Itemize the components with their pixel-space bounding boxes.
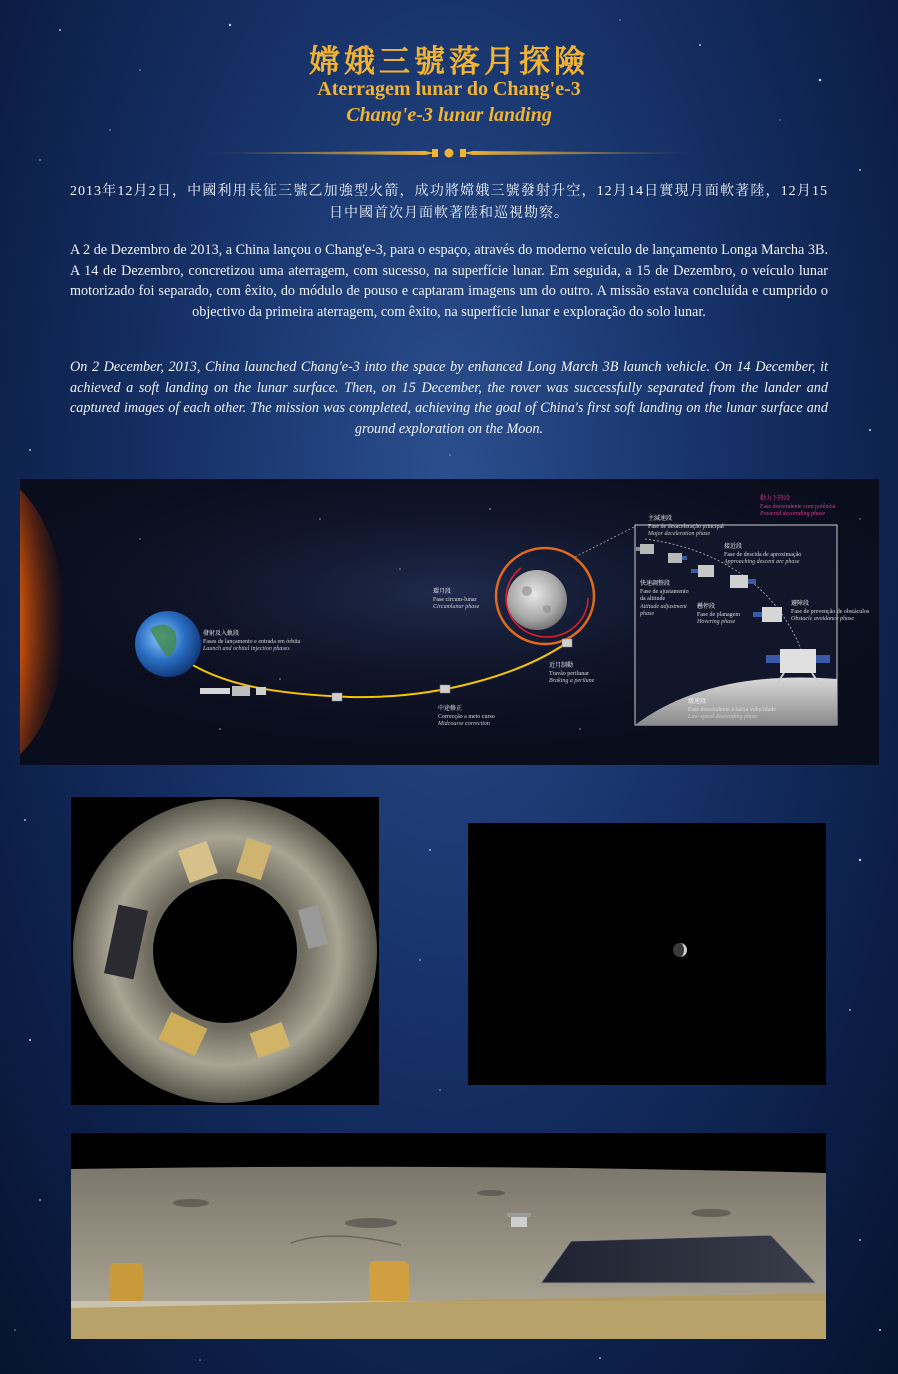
label-major-deceleration: 主減速段 Fase de desaceleração principal Major deceleration phase (648, 516, 724, 537)
title-english: Chang'e-3 lunar landing (346, 104, 552, 126)
label-circumlunar-phase: 環月段 Fase circum-lunar Circumlunar phase (433, 589, 480, 610)
label-braking-perilune: 近月制動 Travão perilunar Braking a perilune (549, 663, 595, 684)
label-hovering-phase: 懸停段 Fase de planagem Hovering phase (697, 604, 740, 625)
solar-panel-graphic (541, 1235, 816, 1283)
label-obstacle-avoidance: 避障段 Fase de prevenção de obstáculos Obstacle avoidance phase (791, 601, 870, 622)
label-low-speed-descent: 緩速段 Fase descendente a baixa velocidade Low-speed descending phase (688, 699, 776, 720)
label-approaching-descent: 接近段 Fase de descida de aproximação Approaching descent arc phase (724, 544, 802, 565)
probe-icon (562, 639, 572, 647)
label-attitude-adjustment: 快速調整段 Fase de ajustamento da altitude Attitude adjustment phase (640, 581, 689, 617)
lunar-panorama-circular-photo (71, 797, 379, 1105)
paragraph-english: On 2 December, 2013, China launched Chang'e-3 into the space by enhanced Long March 3B launch vehicle. On 14 December, it achieved a soft landing on the lunar surface. Then, on 15 December, the rover was successfully separated from the lander and captured images of each other. The mission was completed, achieving the goal of China's first soft landing on the lunar surface and ground exploration on the Moon. (70, 359, 828, 437)
label-midcourse-correction: 中途修正 Correcção a meio curso Midcourse correction (438, 706, 495, 727)
lunar-surface-panorama-photo (71, 1133, 826, 1339)
title-chinese: 嫦娥三號落月探險 (309, 44, 589, 79)
label-powered-descent: 動力下降段 Fase descendente com potência Powered descending phase (760, 496, 836, 517)
earth-from-moon-photo (468, 823, 826, 1085)
probe-icon (332, 693, 342, 701)
paragraph-portuguese: A 2 de Dezembro de 2013, a China lançou o Chang'e-3, para o espaço, através do moderno veículo de lançamento Longa Marcha 3B. A 14 de Dezembro, concretizou uma aterragem, com sucesso, na superfície lunar. Em seguida, a 15 de Dezembro, o veículo lunar motorizado foi separado, com êxito, do módulo de pouso e captaram imagens um do outro. A missão estava concluída e cumprido o objectivo da primeira aterragem, com êxito, na superfície lunar e exploração do solo lunar. (70, 242, 828, 320)
mission-trajectory-diagram (20, 479, 879, 765)
title-portuguese: Aterragem lunar do Chang'e-3 (317, 78, 581, 100)
probe-icon (440, 685, 450, 693)
moon-graphic (507, 570, 567, 630)
label-launch-phase: 發射及入軌段 Fases de lançamento e entrada em órbita Launch and orbital injection phases (203, 631, 301, 652)
title-divider (195, 143, 703, 163)
paragraph-chinese: 2013年12月2日，中國利用長征三號乙加強型火箭，成功將嫦娥三號發射升空，12月14日實現月面軟著陸，12月15日中國首次月面軟著陸和巡視勘察。 (70, 184, 828, 221)
